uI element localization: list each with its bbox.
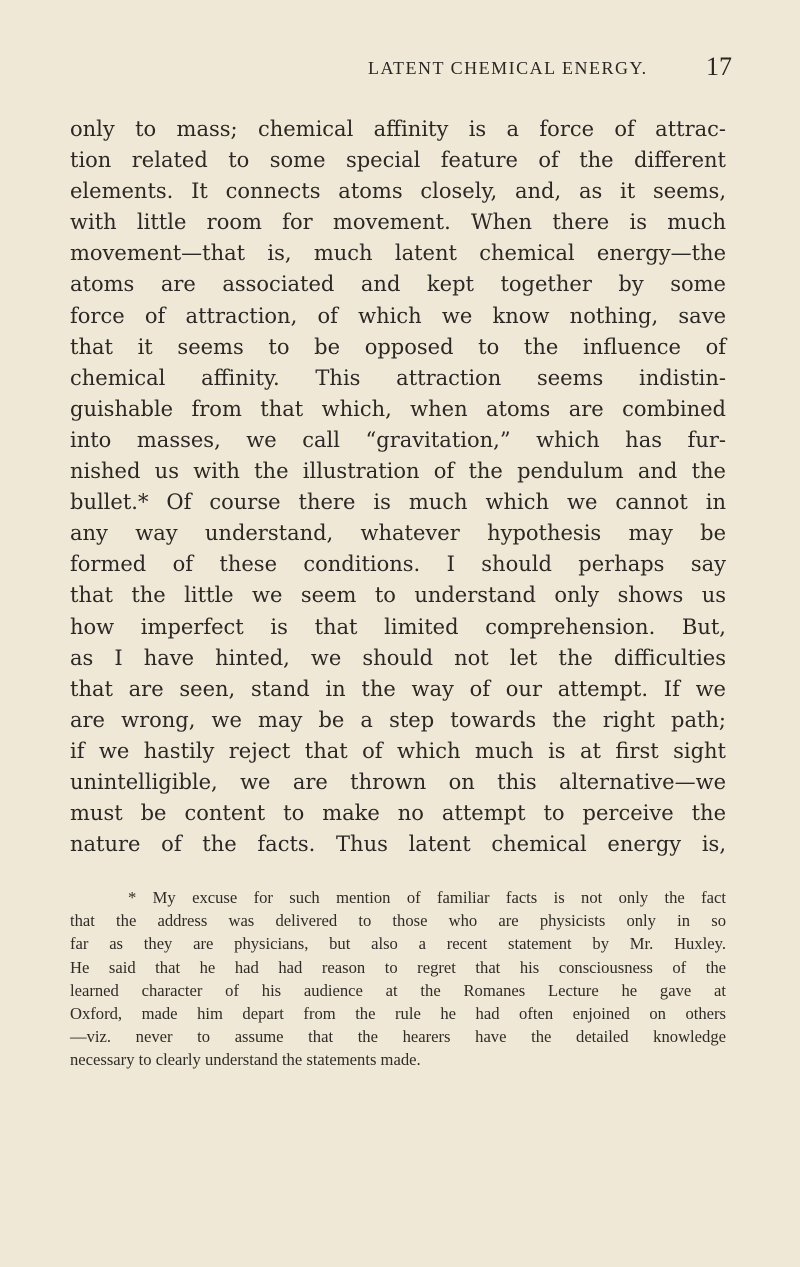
body-line: atoms are associated and kept together by some	[70, 272, 726, 297]
body-paragraph	[70, 114, 726, 860]
body-line: formed of these conditions. I should perhaps say	[70, 552, 726, 577]
body-line: tion related to some special feature of the different	[70, 148, 726, 173]
footnote-line: learned character of his audience at the Romanes Lecture he gave at	[70, 980, 726, 1000]
body-line: that it seems to be opposed to the influence of	[70, 334, 726, 359]
body-line: chemical affinity. This attraction seems indistin-	[70, 365, 726, 390]
footnote-line: necessary to clearly understand the statements made.	[70, 1050, 421, 1070]
body-line: bullet.* Of course there is much which we cannot in	[70, 490, 726, 515]
body-line: that are seen, stand in the way of our attempt. If we	[70, 676, 726, 701]
body-line: if we hastily reject that of which much is at first sight	[70, 738, 726, 763]
body-line: into masses, we call “gravitation,” which has fur-	[70, 427, 726, 452]
footnote-line: far as they are physicians, but also a recent statement by Mr. Huxley.	[70, 934, 726, 954]
footnote	[70, 886, 726, 1072]
body-line: that the little we seem to understand only shows us	[70, 583, 726, 608]
page-number: 17	[706, 52, 732, 81]
body-line: how imperfect is that limited comprehension. But,	[70, 614, 726, 639]
body-line: are wrong, we may be a step towards the right path;	[70, 707, 726, 732]
body-line: nature of the facts. Thus latent chemical energy is,	[70, 832, 726, 857]
footnote-line: He said that he had had reason to regret that his consciousness of the	[70, 957, 726, 977]
body-line: with little room for movement. When there is much	[70, 210, 726, 235]
body-line: unintelligible, we are thrown on this alternative—we	[70, 769, 726, 794]
body-line: guishable from that which, when atoms are combined	[70, 396, 726, 421]
body-line: any way understand, whatever hypothesis may be	[70, 521, 726, 546]
running-title: LATENT CHEMICAL ENERGY.	[368, 58, 648, 78]
body-line: only to mass; chemical affinity is a force of attrac-	[70, 117, 726, 141]
footnote-line: * My excuse for such mention of familiar facts is not only the fact	[128, 888, 726, 907]
footnote-line: —viz. never to assume that the hearers have the detailed knowledge	[70, 1027, 726, 1047]
body-line: force of attraction, of which we know nothing, save	[70, 303, 726, 328]
footnote-line: that the address was delivered to those who are physicists only in so	[70, 911, 726, 931]
body-line: as I have hinted, we should not let the difficulties	[70, 645, 726, 670]
body-line: elements. It connects atoms closely, and, as it seems,	[70, 179, 726, 204]
body-line: must be content to make no attempt to perceive the	[70, 801, 726, 826]
footnote-line: Oxford, made him depart from the rule he had often enjoined on others	[70, 1003, 726, 1023]
body-line: nished us with the illustration of the pendulum and the	[70, 459, 726, 484]
body-line: movement—that is, much latent chemical energy—the	[70, 241, 726, 266]
